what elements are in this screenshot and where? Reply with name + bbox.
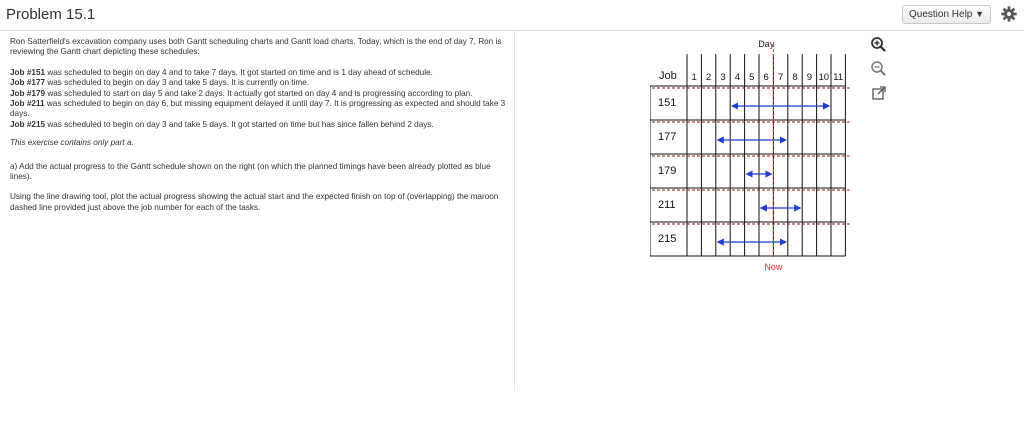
popout-icon[interactable] xyxy=(871,85,887,101)
job-number: 215 xyxy=(658,233,677,245)
instructions: Using the line drawing tool, plot the actual progress showing the actual start and the expected finish on top of (overlapping) the maroon dashed line provided just above the job number for each of the tasks. xyxy=(10,192,499,212)
zoom-out-icon[interactable] xyxy=(870,60,886,76)
job-description xyxy=(10,120,506,130)
day-axis-label: Day xyxy=(758,39,775,49)
job-text: was scheduled to begin on day 6, but missing equipment delayed it until day 7. It is progressing as expected and should take 3 days. xyxy=(10,99,506,119)
exercise-note: This exercise contains only part a. xyxy=(10,138,134,148)
job-text: was scheduled to begin on day 3 and take 5 days. It got started on time but has since fallen behind 2 days. xyxy=(45,119,434,129)
day-tick-label: 7 xyxy=(777,72,784,83)
job-description xyxy=(10,78,506,88)
day-tick-label: 4 xyxy=(734,72,741,83)
part-a-question: a) Add the actual progress to the Gantt schedule shown on the right (on which the planned timings have been already plotted as blue lines). xyxy=(10,161,491,182)
job-number: 179 xyxy=(658,165,677,177)
day-tick-label: 11 xyxy=(833,72,844,83)
day-tick-label: 10 xyxy=(818,72,830,83)
job-text: was scheduled to begin on day 3 and take 5 days. It is currently on time. xyxy=(45,78,310,88)
problem-intro: Ron Satterfield's excavation company uses both Gantt scheduling charts and Gantt load charts. Today, which is the end of day 7, Ron is reviewing the Gantt chart depicting these schedules: xyxy=(10,37,502,57)
page-title: Problem 15.1 xyxy=(6,6,96,23)
job-description xyxy=(10,89,506,99)
problem-panel xyxy=(0,31,515,391)
job-label: Job #211 xyxy=(10,99,45,109)
job-number: 177 xyxy=(658,131,677,143)
gantt-chart[interactable] xyxy=(650,34,860,270)
header-bar xyxy=(0,0,1024,31)
now-label: Now xyxy=(764,262,783,270)
problem-text xyxy=(10,37,506,223)
job-label: Job #177 xyxy=(10,78,46,88)
job-text: was scheduled to begin on day 4 and to take 7 days. It got started on time and is 1 day ahead of schedule. xyxy=(45,67,433,77)
job-description xyxy=(10,68,506,78)
day-tick-label: 9 xyxy=(806,72,813,83)
job-label: Job #215 xyxy=(10,119,46,129)
day-tick-label: 5 xyxy=(749,72,755,83)
job-column-header: Job xyxy=(659,70,677,82)
job-description xyxy=(10,99,506,120)
job-number: 151 xyxy=(658,97,677,109)
caret-down-icon: ▼ xyxy=(975,9,984,19)
gear-icon[interactable] xyxy=(1000,5,1018,23)
day-tick-label: 6 xyxy=(763,72,769,83)
day-tick-label: 2 xyxy=(705,72,712,83)
job-text: was scheduled to start on day 5 and take 2 days. It actually got started on day 4 and is progressing according to plan. xyxy=(45,88,473,98)
question-help-button[interactable] xyxy=(902,5,991,24)
job-label: Job #151 xyxy=(10,67,46,77)
job-label: Job #179 xyxy=(10,88,46,98)
day-tick-label: 1 xyxy=(691,72,697,83)
job-number: 211 xyxy=(658,199,676,211)
question-help-label: Question Help xyxy=(909,9,973,20)
job-list xyxy=(10,68,506,130)
zoom-in-icon[interactable] xyxy=(870,36,886,52)
day-tick-label: 8 xyxy=(792,72,798,83)
day-tick-label: 3 xyxy=(720,72,726,83)
